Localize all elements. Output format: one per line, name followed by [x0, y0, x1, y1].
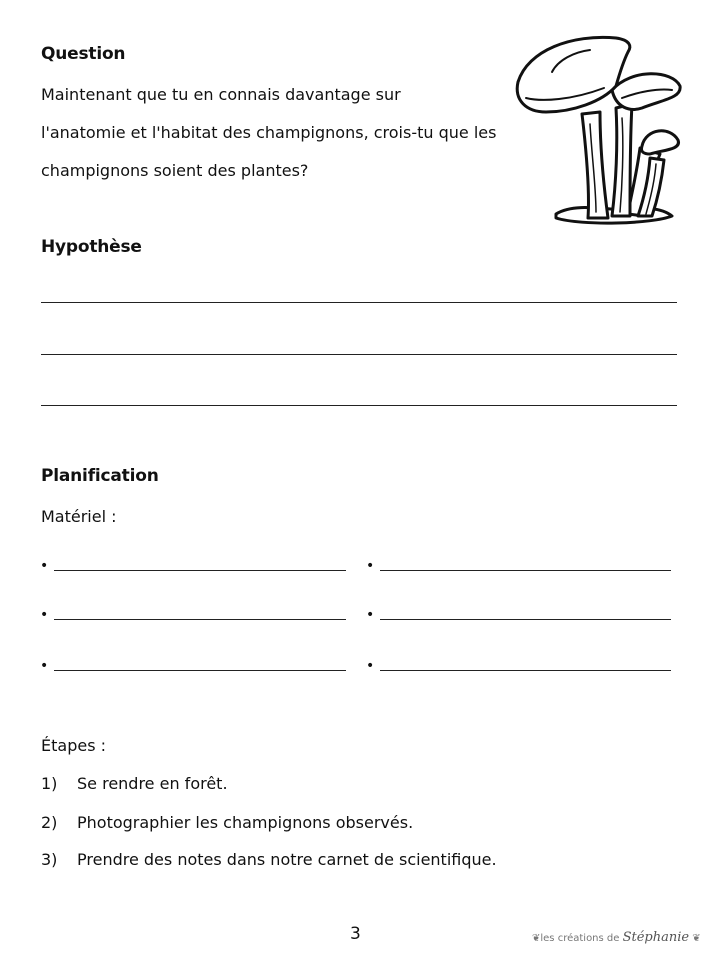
material-blank[interactable]	[380, 570, 671, 571]
credit-prefix: ❦les créations de	[532, 933, 620, 944]
bullet-icon: •	[366, 658, 375, 674]
question-heading: Question	[41, 44, 126, 64]
bullet-icon: •	[366, 607, 375, 623]
material-label: Matériel :	[41, 507, 117, 526]
hypothesis-answer-line-1[interactable]	[41, 302, 677, 303]
planning-heading: Planification	[41, 466, 159, 486]
step-text: Prendre des notes dans notre carnet de scientifique.	[77, 850, 497, 869]
credit-signature: Stéphanie	[622, 930, 690, 945]
question-line-3: champignons soient des plantes?	[41, 161, 309, 180]
step-text: Se rendre en forêt.	[77, 774, 228, 793]
bullet-icon: •	[366, 558, 375, 574]
credit	[532, 930, 701, 945]
material-blank[interactable]	[54, 670, 346, 671]
step-number: 3)	[41, 850, 58, 869]
step-number: 1)	[41, 774, 58, 793]
hypothesis-answer-line-2[interactable]	[41, 354, 677, 355]
step-text: Photographier les champignons observés.	[77, 813, 414, 832]
material-blank[interactable]	[380, 619, 671, 620]
bullet-icon: •	[40, 558, 49, 574]
credit-suffix: ❦	[692, 933, 701, 944]
material-blank[interactable]	[54, 619, 346, 620]
bullet-icon: •	[40, 607, 49, 623]
step-item	[41, 774, 228, 793]
question-line-1: Maintenant que tu en connais davantage sur	[41, 85, 401, 104]
mushroom-illustration	[512, 28, 692, 228]
step-item	[41, 813, 413, 832]
material-blank[interactable]	[54, 570, 346, 571]
hypothesis-answer-line-3[interactable]	[41, 405, 677, 406]
steps-label: Étapes :	[41, 736, 106, 755]
material-blank[interactable]	[380, 670, 671, 671]
hypothesis-heading: Hypothèse	[41, 237, 142, 257]
bullet-icon: •	[40, 658, 49, 674]
question-line-2: l'anatomie et l'habitat des champignons, crois-tu que les	[41, 123, 497, 142]
page-number: 3	[350, 924, 361, 944]
step-item	[41, 850, 497, 869]
step-number: 2)	[41, 813, 58, 832]
question-text	[41, 76, 531, 190]
